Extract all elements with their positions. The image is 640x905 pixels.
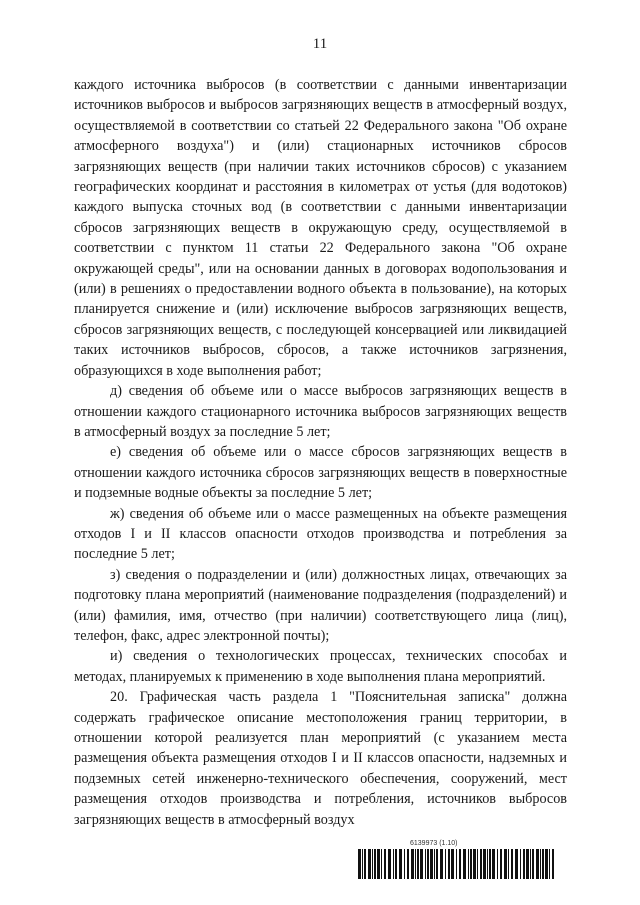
paragraph-continuation: каждого источника выбросов (в соответствии с данными инвентаризации источников выбросов и выбросов загрязняющих веществ в атмосферный воздух, осуществляемой в соответствии со статьей 22 Федерального закона "Об охране атмосферного воздуха") и (или) стационарных источников сбросов загрязняющих веществ (при наличии таких источников сбросов) с указанием географических координат и расстояния в километрах от устья (для водотоков) каждого выпуска сточных вод (в соответствии с данными инвентаризации сбросов загрязняющих веществ в окружающую среду, осуществляемой в соответствии с пунктом 11 статьи 22 Федерального закона "Об охране окружающей среды", или на основании данных в договорах водопользования и (или) в решениях о предоставлении водного объекта в пользование), на которых планируется снижение и (или) исключение выбросов загрязняющих веществ, сбросов загрязняющих веществ, с последующей консервацией или ликвидацией таких источников выбросов, сбросов, а также источников загрязнения, образующихся в ходе выполнения работ; (74, 77, 567, 379)
paragraph-clause-20: 20. Графическая часть раздела 1 "Пояснительная записка" должна содержать графическое описание местоположения границ территории, в отношении которой реализуется план мероприятий (с указанием места размещения объекта размещения отходов I и II классов опасности, надземных и подземных сетей инженерно-технического обеспечения, сооружений, мест размещения отходов производства и потребления, источников выбросов загрязняющих веществ в атмосферный воздух (74, 689, 567, 828)
document-code: 6139973 (1.10) (410, 840, 458, 847)
barcode-icon (358, 849, 556, 879)
document-body (74, 75, 567, 830)
paragraph-item-d: д) сведения об объеме или о массе выбросов загрязняющих веществ в отношении каждого стационарного источника выбросов загрязняющих веществ в атмосферный воздух за последние 5 лет; (74, 383, 567, 440)
paragraph-item-e: е) сведения об объеме или о массе сбросов загрязняющих веществ в отношении каждого источника сбросов загрязняющих веществ в поверхностные и подземные водные объекты за последние 5 лет; (74, 444, 567, 502)
paragraph-item-zh: ж) сведения об объеме или о массе размещенных на объекте размещения отходов I и II классов опасности отходов производства и потребления за последние 5 лет; (74, 505, 567, 563)
page-number: 11 (312, 36, 328, 52)
paragraph-item-i: и) сведения о технологических процессах, технических способах и методах, планируемых к применению в ходе выполнения плана мероприятий. (74, 648, 567, 685)
paragraph-item-z: з) сведения о подразделении и (или) должностных лицах, отвечающих за подготовку плана мероприятий (наименование подразделения (подразделений) и (или) фамилия, имя, отчество (при наличии) соответствующего лица (лиц), телефон, факс, адрес электронной почты); (74, 566, 567, 644)
